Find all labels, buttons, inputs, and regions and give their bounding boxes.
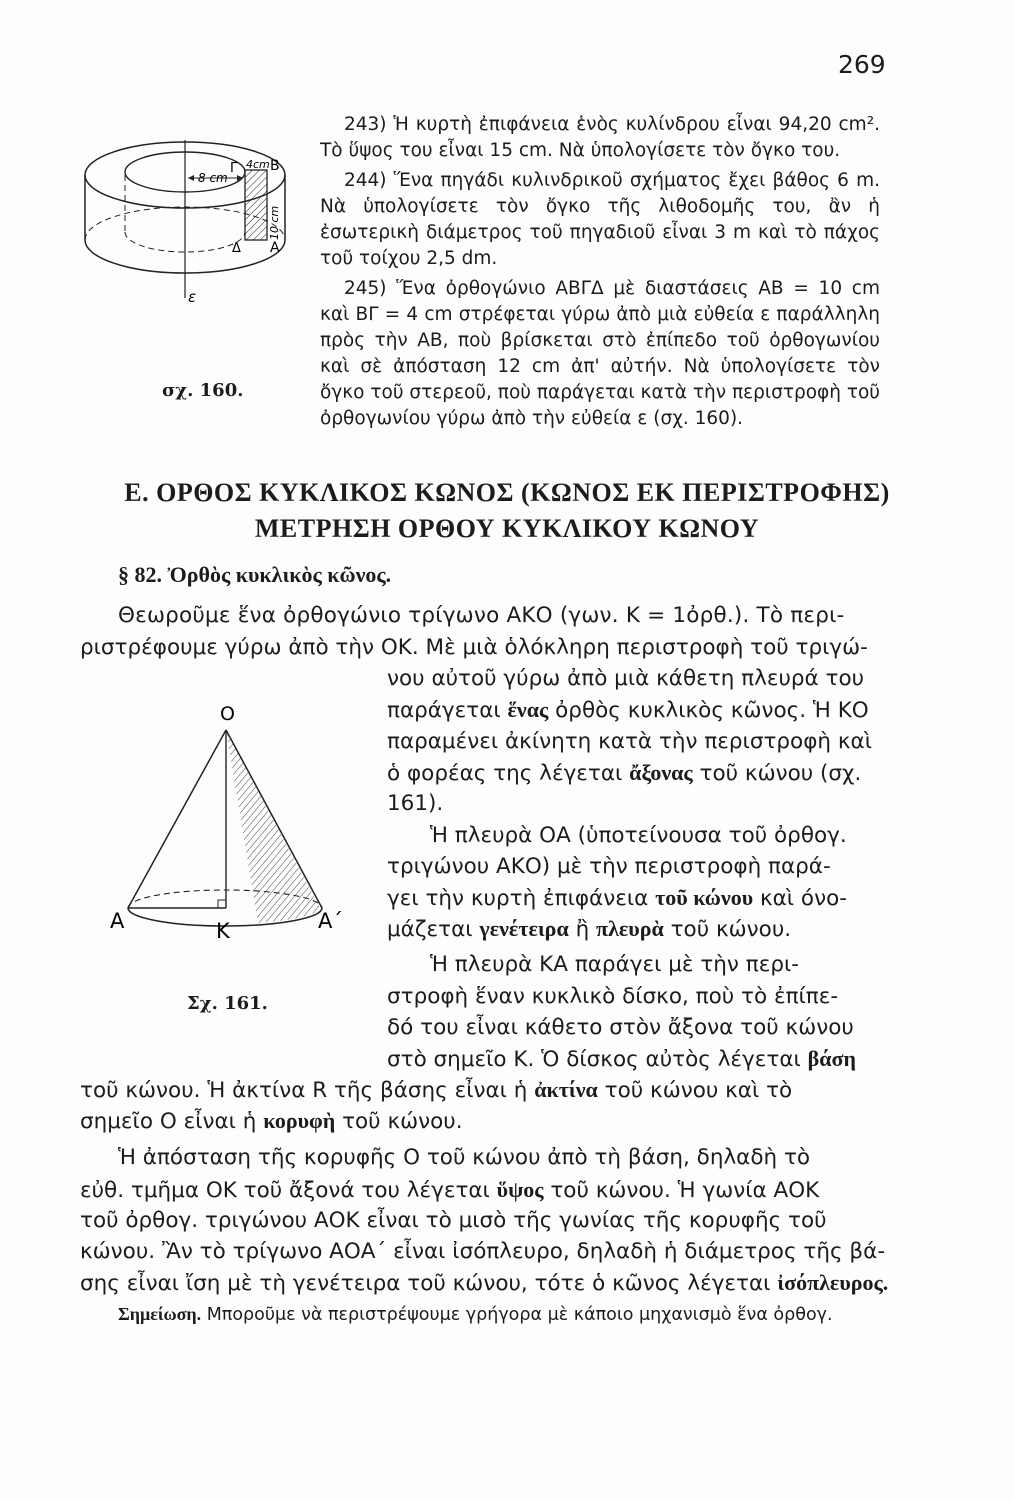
section-title-line1: Ε. ΟΡΘΟΣ ΚΥΚΛΙΚΟΣ ΚΩΝΟΣ (ΚΩΝΟΣ ΕΚ ΠΕΡΙΣΤΡΟΦΗΣ) [124,478,890,507]
text-line-6: ὁ φορέας της λέγεται ἄξονας τοῦ κώνου (σχ. [387,760,862,786]
term-isopleuros: ἰσόπλευρος. [777,1270,889,1295]
text-line-11: μάζεται γενέτειρα ἢ πλευρὰ τοῦ κώνου. [387,916,792,942]
label-O: O [220,703,235,725]
paragraph-heading: § 82. Ὀρθὸς κυκλικὸς κῶνος. [118,562,392,587]
text-line-20: τοῦ ὀρθογ. τριγώνου ΑΟΚ εἶναι τὸ μισὸ τῆς γωνίας τῆς κορυφῆς τοῦ [80,1208,827,1233]
note-text: Μποροῦμε νὰ περιστρέψουμε γρήγορα μὲ κάποιο μηχανισμὸ ἕνα ὀρθογ. [201,1305,833,1325]
term-pleura: πλευρὰ [596,916,664,941]
text-line-17: σημεῖο Ο εἶναι ἡ κορυφὴ τοῦ κώνου. [80,1108,463,1134]
label-Gamma: Γ [230,161,238,176]
label-4cm: 4cm [246,158,270,171]
text-line-15: στὸ σημεῖο Κ. Ὁ δίσκος αὐτὸς λέγεται βάση [387,1046,856,1072]
label-epsilon: ε [188,288,197,306]
exercise-244: 244) Ἕνα πηγάδι κυλινδρικοῦ σχήματος ἔχει βάθος 6 m. Νὰ ὑπολογίσετε τὸν ὄγκο τῆς λιθοδομῆς του, ἂν ἡ ἐσωτερικὴ διάμετρος τοῦ πηγαδιοῦ εἶναι 3 m καὶ τὸ πάχος τοῦ τοίχου 2,5 dm. [320,170,880,269]
exercise-243: 243) Ἡ κυρτὴ ἐπιφάνεια ἑνὸς κυλίνδρου εἶναι 94,20 cm². Τὸ ὕψος του εἶναι 15 cm. Νὰ ὑπολογίσετε τὸν ὄγκο του. [320,114,880,161]
label-Delta: Δ [232,241,241,256]
term-enas: ἕνας [507,697,549,722]
note [118,1304,833,1325]
text-line-22: σης εἶναι ἴση μὲ τὴ γενέτειρα τοῦ κώνου, τότε ὁ κῶνος λέγεται ἰσόπλευρος. [80,1270,889,1296]
section-title-line2: ΜΕΤΡΗΣΗ ΟΡΘΟΥ ΚΥΚΛΙΚΟΥ ΚΩΝΟΥ [254,514,760,543]
text-line-7: 161). [387,791,444,816]
label-K: K [216,919,230,943]
label-A-prime: A΄ [318,909,343,933]
text-line-19: εὐθ. τμῆμα ΟΚ τοῦ ἄξονά του λέγεται ὕψος τοῦ κώνου. Ἡ γωνία ΑΟΚ [80,1177,820,1203]
term-ypsos: ὕψος [496,1177,544,1202]
text-line-10: γει τὴν κυρτὴ ἐπιφάνεια τοῦ κώνου καὶ όνο- [387,885,847,911]
term-tou-konou: τοῦ κώνου [655,885,754,910]
figure-160 [80,130,310,320]
text-line-1: Θεωροῦμε ἕνα ὀρθογώνιο τρίγωνο ΑΚΟ (γων. Κ = 1ὀρθ.). Τὸ περι- [118,603,845,628]
label-A-160: A [270,240,280,256]
figure-161 [108,698,358,943]
term-axonas: ἄξονας [629,760,693,785]
label-8cm: 8 cm [198,171,228,185]
figure-161-caption: Σχ. 161. [187,993,268,1014]
term-koryfi: κορυφὴ [263,1108,336,1133]
text-line-4: παράγεται ἕνας ὀρθὸς κυκλικὸς κῶνος. Ἡ ΚΟ [387,697,869,723]
figure-160-caption: σχ. 160. [162,380,244,401]
text-line-21: κώνου. Ἂν τὸ τρίγωνο ΑΟΑ΄ εἶναι ἰσόπλευρο, δηλαδὴ ἡ διάμετρος τῆς βά- [80,1239,886,1264]
page-number: 269 [838,50,886,79]
text-line-2: ριστρέφουμε γύρω ἀπὸ τὴν ΟΚ. Μὲ μιὰ ὁλόκληρη περιστροφὴ τοῦ τριγώ- [80,635,868,660]
label-B: B [270,158,280,174]
term-geneteira: γενέτειρα [479,916,569,941]
exercises [320,112,880,432]
text-line-13: στροφὴ ἕναν κυκλικὸ δίσκο, ποὺ τὸ ἐπίπε- [387,984,839,1009]
note-label: Σημείωση. [118,1304,202,1324]
term-aktina: ἀκτίνα [534,1077,598,1102]
text-line-5: παραμένει ἀκίνητη κατὰ τὴν περιστροφὴ καὶ [387,729,872,754]
term-vasi: βάση [807,1046,856,1071]
text-line-16: τοῦ κώνου. Ἡ ἀκτίνα R τῆς βάσης εἶναι ἡ ἀκτίνα τοῦ κώνου καὶ τὸ [80,1077,793,1103]
text-line-9: τριγώνου ΑΚΟ) μὲ τὴν περιστροφὴ παρά- [387,854,831,879]
text-line-8: Ἡ πλευρὰ ΟΑ (ὑποτείνουσα τοῦ ὀρθογ. [430,823,847,848]
text-line-12: Ἡ πλευρὰ ΚΑ παράγει μὲ τὴν περι- [430,952,800,977]
text-line-18: Ἡ ἀπόσταση τῆς κορυφῆς Ο τοῦ κώνου ἀπὸ τὴ βάση, δηλαδὴ τὸ [118,1145,811,1170]
text-line-3: νου αὐτοῦ γύρω ἀπὸ μιὰ κάθετη πλευρά του [387,666,865,691]
label-10cm: 10 cm [268,205,281,240]
label-A: A [110,909,125,933]
exercise-245: 245) Ἕνα ὀρθογώνιο ΑΒΓΔ μὲ διαστάσεις ΑΒ = 10 cm καὶ ΒΓ = 4 cm στρέφεται γύρω ἀπὸ μιὰ εὐθεία ε παράλληλη πρὸς τὴν ΑΒ, ποὺ βρίσκεται στὸ ἐπίπεδο τοῦ ὀρθογωνίου καὶ σὲ ἀπόσταση 12 cm ἀπ' αὐτήν. Νὰ ὑπολογίσετε τὸν ὄγκο τοῦ στερεοῦ, ποὺ παράγεται κατὰ τὴν περιστροφὴ τοῦ ὀρθογωνίου γύρω ἀπὸ τὴν εὐθεία ε (σχ. 160). [320,278,880,429]
text-line-14: δό του εἶναι κάθετο στὸν ἄξονα τοῦ κώνου [387,1015,854,1040]
